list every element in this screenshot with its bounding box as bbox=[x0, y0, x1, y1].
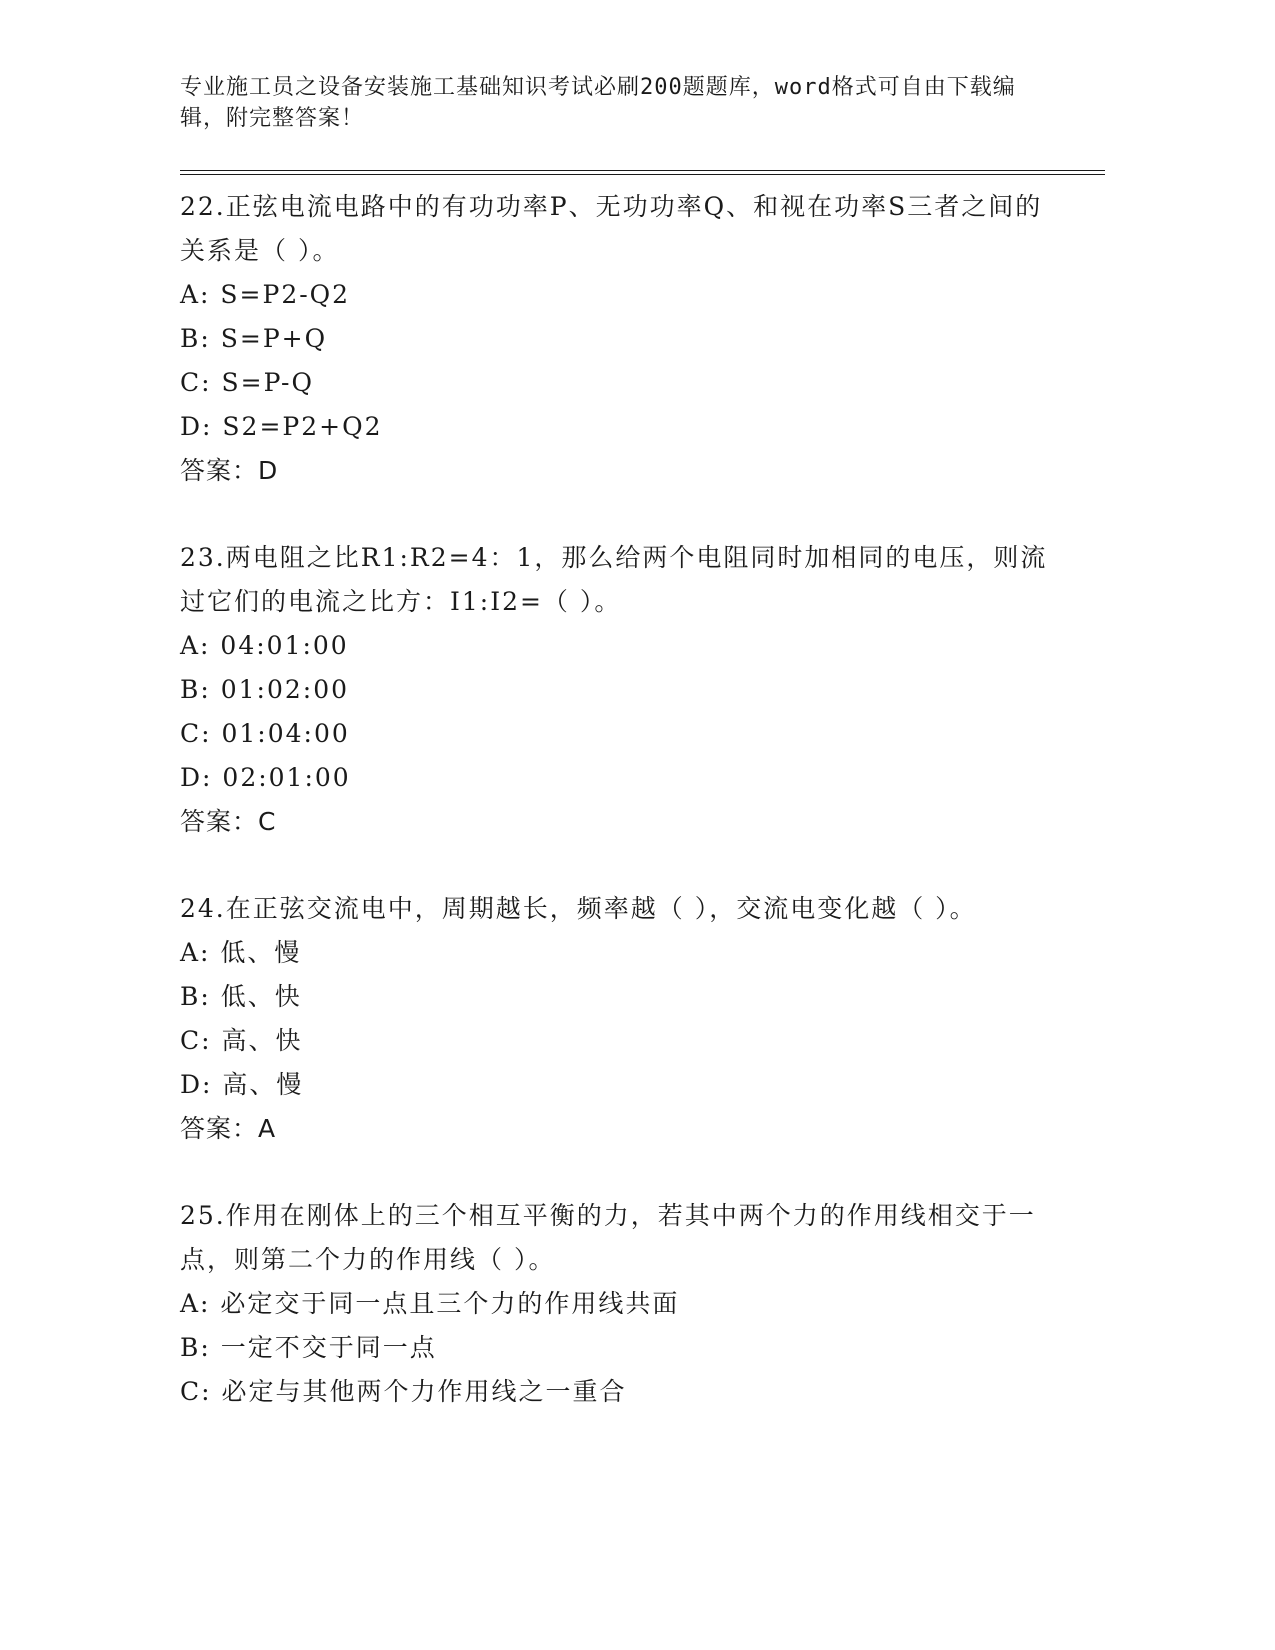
option-a: A: 04:01:00 bbox=[180, 631, 349, 660]
option-d: D: 02:01:00 bbox=[180, 763, 351, 792]
option-a: A: 必定交于同一点且三个力的作用线共面 bbox=[180, 1289, 680, 1318]
option-d: D: 高、慢 bbox=[180, 1070, 304, 1099]
question-text: 24.在正弦交流电中，周期越长，频率越（ ），交流电变化越（ ）。 bbox=[180, 894, 977, 923]
option-d: D: S2=P2+Q2 bbox=[180, 412, 383, 441]
question-23 bbox=[180, 536, 1050, 844]
answer: 答案：D bbox=[180, 456, 279, 485]
option-a: A: S=P2-Q2 bbox=[180, 280, 351, 309]
question-24 bbox=[180, 887, 1050, 1151]
header-rule-top bbox=[180, 170, 1105, 171]
option-a: A: 低、慢 bbox=[180, 938, 302, 967]
option-b: B: 01:02:00 bbox=[180, 675, 350, 704]
question-text: 23.两电阻之比R1:R2=4：1，那么给两个电阻同时加相同的电压，则流过它们的电流之比方：I1:I2=（ ）。 bbox=[180, 543, 1048, 616]
option-b: B: 一定不交于同一点 bbox=[180, 1333, 437, 1362]
question-text: 25.作用在刚体上的三个相互平衡的力，若其中两个力的作用线相交于一点，则第二个力的作用线（ ）。 bbox=[180, 1201, 1036, 1274]
answer: 答案：C bbox=[180, 807, 277, 836]
option-c: C: S=P-Q bbox=[180, 368, 314, 397]
header-rule-bottom bbox=[180, 174, 1105, 175]
option-b: B: S=P+Q bbox=[180, 324, 328, 353]
question-list bbox=[180, 185, 1050, 1457]
question-22 bbox=[180, 185, 1050, 493]
question-25 bbox=[180, 1194, 1050, 1414]
page-header: 专业施工员之设备安装施工基础知识考试必刷200题题库，word格式可自由下载编辑，附完整答案！ bbox=[180, 75, 1016, 131]
question-text: 22.正弦电流电路中的有功功率P、无功功率Q、和视在功率S三者之间的关系是（ ）。 bbox=[180, 192, 1043, 265]
option-c: C: 01:04:00 bbox=[180, 719, 350, 748]
answer: 答案：A bbox=[180, 1114, 277, 1143]
option-c: C: 必定与其他两个力作用线之一重合 bbox=[180, 1377, 627, 1406]
option-c: C: 高、快 bbox=[180, 1026, 303, 1055]
option-b: B: 低、快 bbox=[180, 982, 302, 1011]
